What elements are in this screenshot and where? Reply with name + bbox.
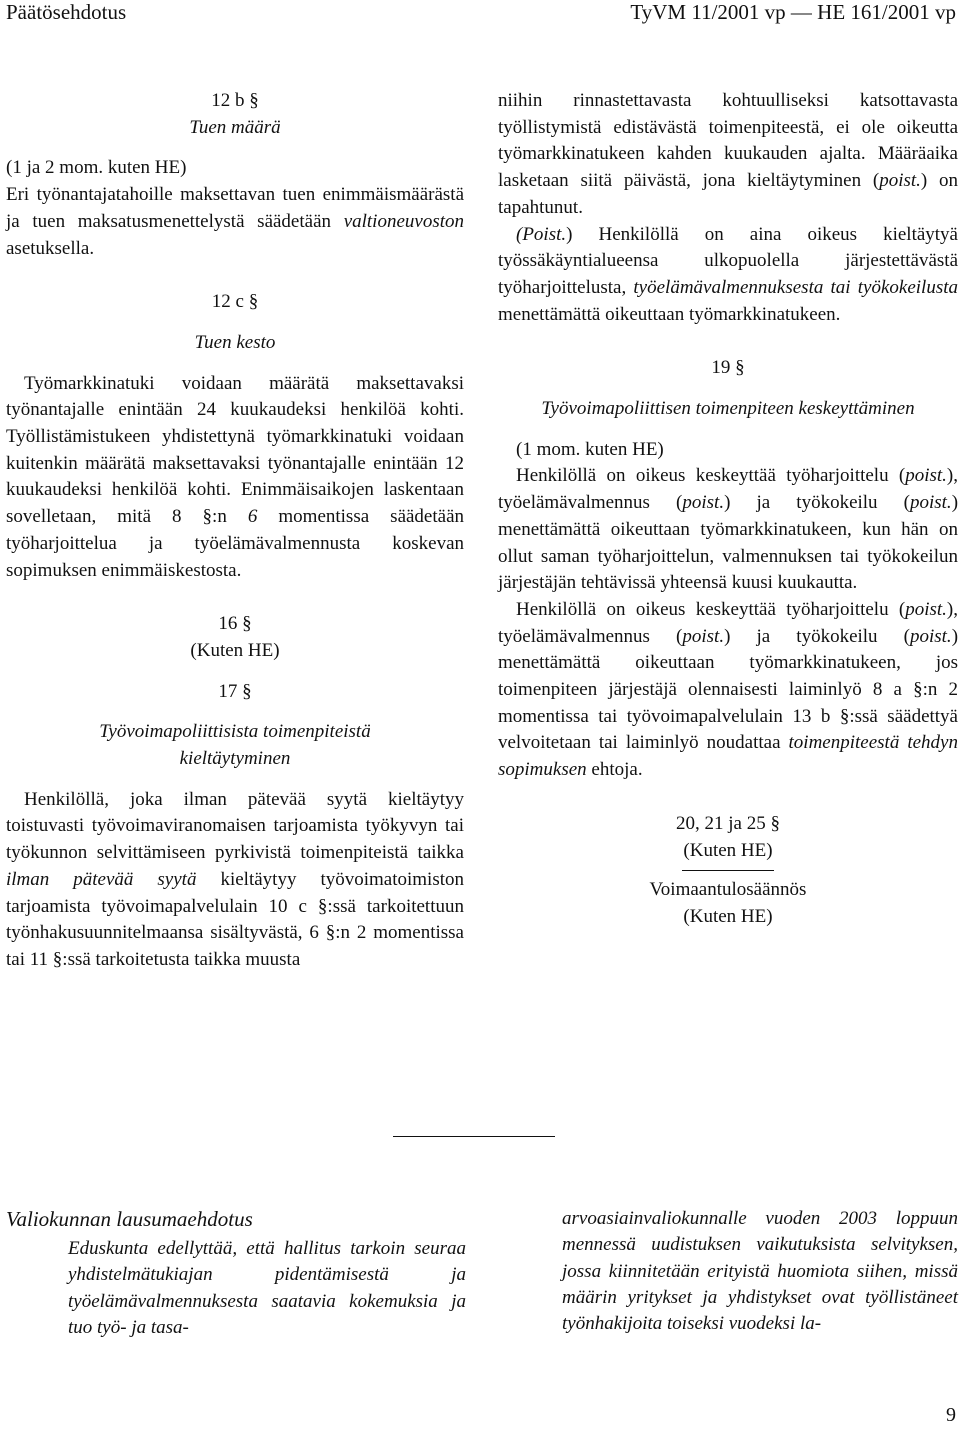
section-12c-paragraph: Työmarkkinatuki voidaan määrätä maksettavaksi työnantajalle enintään 24 kuukaudeksi henkilöä kohti. Työllistämistukeen yhdistettynä työmarkkinatuki voidaan kuitenkin määrätä maksettavaksi työnantajalle enintään 12 kuukaudeksi henkilöä kohti. Enimmäisaikojen laskentaan sovelletaan, mitä 8 §:n 6 momentissa säädetään työharjoittelua ja työelämävalmennusta koskevan sopimuksen enimmäiskestosta. bbox=[6, 372, 465, 581]
section-12c-title: 12 c § bbox=[211, 291, 259, 313]
section-divider-rule bbox=[682, 870, 774, 871]
right-column bbox=[498, 88, 958, 931]
section-19-paragraph-2: Henkilöllä on oikeus keskeyttää työharjoittelu (poist.), työelämävalmennus (poist.) ja työkokeilu (poist.) menettämättä oikeuttaan työmarkkinatukeen, kun hän on ollut saman työharjoittelun, valmennuksen tai työkokeilun järjestäjän tehtävissä yhteensä kuusi kuukautta. bbox=[498, 465, 959, 594]
left-column bbox=[6, 88, 464, 974]
lausuma-title: Valiokunnan lausumaehdotus bbox=[6, 1207, 253, 1231]
page-number: 9 bbox=[946, 1404, 956, 1426]
section-16-kuten: (Kuten HE) bbox=[190, 639, 280, 661]
section-19-heading: Työvoimapoliittisen toimenpiteen keskeyttäminen bbox=[541, 398, 915, 420]
section-17-paragraph: Henkilöllä, joka ilman pätevää syytä kieltäytyy toistuvasti työvoimaviranomaisen tarjoamista työkyvyn tai työkunnon selvittämiseen pyrkivistä toimenpiteistä taikka ilman pätevää syytä kieltäytyy työvoimatoimiston tarjoamista työvoimapalvelulain 10 c §:ssä tarkoitettuun työnhakusuunnitelmaansa sisältyvästä, 6 §:n 2 momentissa tai 11 §:ssä tarkoitetusta taikka muusta bbox=[6, 788, 464, 970]
section-20-21-25-kuten: (Kuten HE) bbox=[683, 839, 773, 861]
voimaantulo-title: Voimaantulosäännös bbox=[649, 879, 807, 901]
section-12b-paragraph: Eri työnantajatahoille maksettavan tuen enimmäismäärästä ja tuen maksatusmenettelystä säädetään valtioneuvoston asetuksella. bbox=[6, 184, 464, 259]
lausuma-paragraph-left: Eduskunta edellyttää, että hallitus tarkoin seuraa yhdistelmätukiajan pidentämisestä ja työelämävalmennuksesta saatavia kokemuksia ja tuo työ- ja tasa- bbox=[68, 1238, 466, 1338]
section-17-poist-paragraph: (Poist.) Henkilöllä on aina oikeus kieltäytyä työssäkäyntialueensa ulkopuolella järjestettävästä työharjoittelusta, työelämävalmennuksesta tai työkokeilusta menettämättä oikeuttaan työmarkkinatukeen. bbox=[498, 223, 958, 325]
running-header-left: Päätösehdotus bbox=[6, 0, 127, 24]
voimaantulo-kuten: (Kuten HE) bbox=[683, 905, 773, 927]
lausuma-paragraph-right: arvoasiainvaliokunnalle vuoden 2003 loppuun mennessä uudistuksen vaikutuksista selvityksen, jossa kiinnitetään erityistä huomiota siihen, missä määrin yritykset ja yhdistykset ovat työllistäneet työnhakijoita toiseksi vuodeksi la- bbox=[562, 1208, 958, 1335]
section-19-moment-note: (1 mom. kuten HE) bbox=[516, 438, 664, 460]
section-17-continuation: niihin rinnastettavasta kohtuulliseksi katsottavasta työllistymistä edistävästä toimenpiteestä, ei ole oikeutta työmarkkinatukeen kahden kuukauden ajalta. Määräaika lasketaan siitä päivästä, jona kieltäytyminen (poist.) on tapahtunut. bbox=[498, 90, 958, 218]
section-12b-title: 12 b § bbox=[211, 90, 259, 111]
running-header-right: TyVM 11/2001 vp — HE 161/2001 vp bbox=[630, 0, 956, 24]
lausuma-text-left bbox=[68, 1236, 466, 1341]
section-19-paragraph-3: Henkilöllä on oikeus keskeyttää työharjoittelu (poist.), työelämävalmennus (poist.) ja työkokeilu (poist.) menettämättä oikeuttaan työmarkkinatukeen, jos toimenpiteen järjestäjä olennaisesti laiminlyö 8 a §:n 2 momentissa tai työvoimapalvelulain 13 b §:ssä säädettyä velvoitetaan tai laiminlyö noudattaa toimenpiteestä tehdyn sopimuksen ehtoja. bbox=[498, 598, 959, 781]
end-of-proposal-rule bbox=[393, 1136, 555, 1137]
section-20-21-25-title: 20, 21 ja 25 § bbox=[676, 812, 780, 834]
section-19-title: 19 § bbox=[711, 357, 745, 379]
section-12c-heading: Tuen kesto bbox=[194, 331, 276, 353]
section-12b-moment-note: (1 ja 2 mom. kuten HE) bbox=[6, 157, 187, 179]
lausuma-text-right bbox=[562, 1206, 958, 1337]
section-17-title: 17 § bbox=[218, 680, 252, 702]
section-17-heading: Työvoimapoliittisista toimenpiteistä kieltäytyminen bbox=[99, 721, 371, 770]
section-16-title: 16 § bbox=[218, 613, 252, 635]
section-12b-heading: Tuen määrä bbox=[189, 116, 281, 138]
